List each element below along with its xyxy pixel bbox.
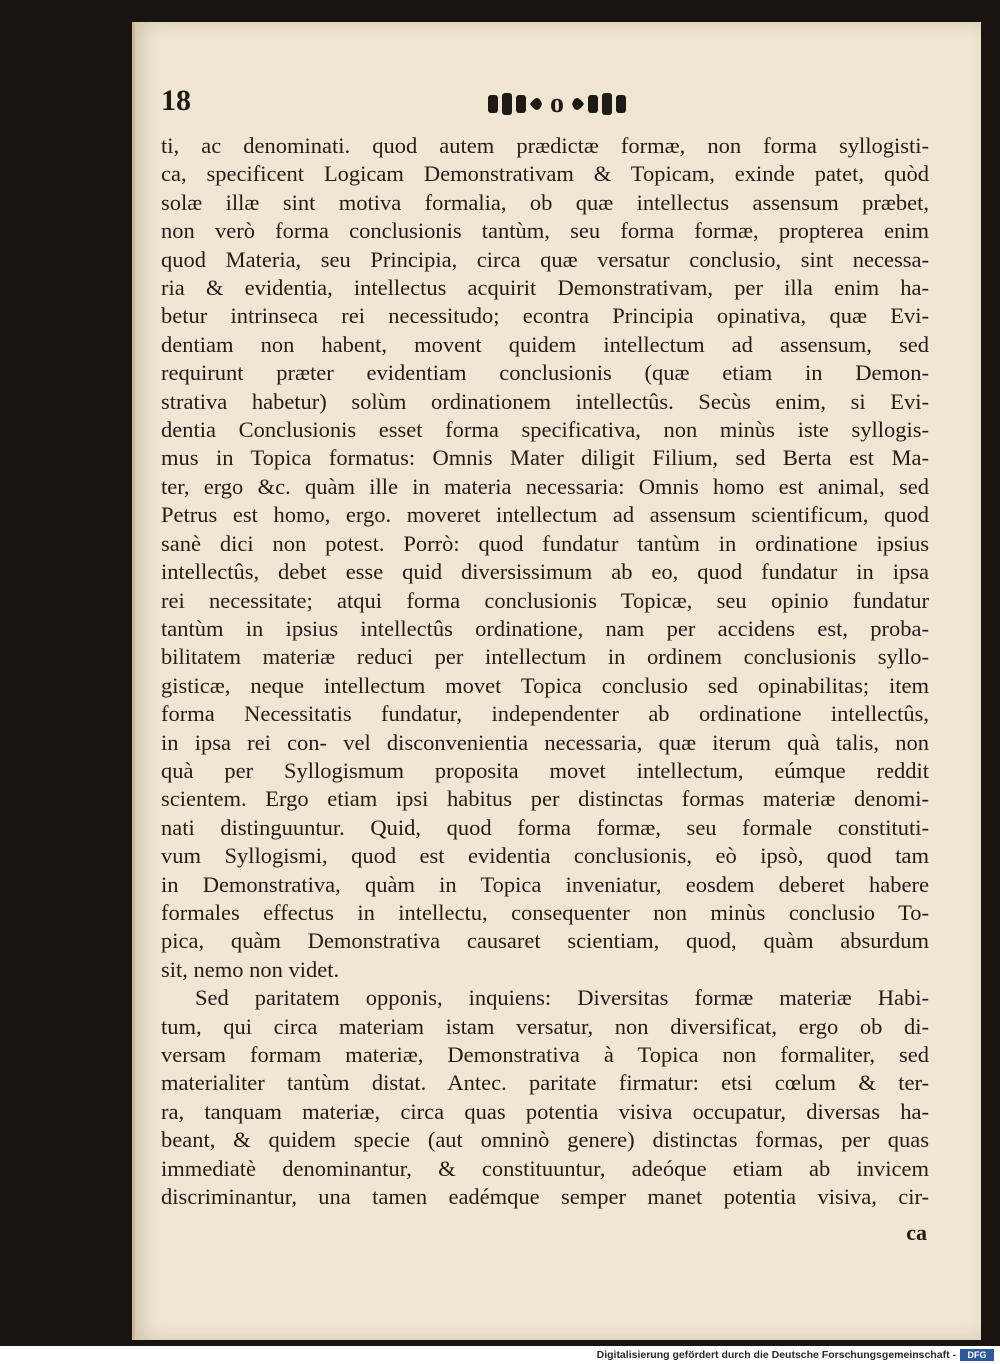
- footer-bar: [0, 1346, 1000, 1364]
- dfg-logo: DFG: [960, 1349, 994, 1361]
- text-line: materialiter tantùm distat. Antec. paritate firmatur: etsi cœlum & ter-: [161, 1070, 929, 1096]
- text-line: forma Necessitatis fundatur, independenter ab ordinatione intellectûs,: [161, 701, 929, 727]
- text-line: immediatè denominantur, & constituuntur, adeóque etiam ab invicem: [161, 1155, 929, 1181]
- header-ornament: [467, 84, 647, 124]
- text-line: bilitatem materiæ reduci per intellectum in ordinem conclusionis syllo-: [161, 644, 929, 670]
- footer-credit: Digitalisierung gefördert durch die Deutsche Forschungsgemeinschaft -: [596, 1349, 956, 1361]
- text-line: beant, & quidem specie (aut omninò genere) distinctas formas, per quas: [161, 1127, 929, 1153]
- text-line: strativa habetur) solùm ordinationem intellectûs. Secùs enim, si Evi-: [161, 388, 929, 414]
- text-line: in ipsa rei con- vel disconvenientia necessaria, quæ iterum quà talis, non: [161, 729, 929, 755]
- text-line: dentiam non habent, movent quidem intellectum ad assensum, sed: [161, 331, 929, 357]
- text-line: pica, quàm Demonstrativa causaret scientiam, quod, quàm absurdum: [161, 928, 929, 954]
- text-line: tum, qui circa materiam istam versatur, non diversificat, ergo ob di-: [161, 1013, 929, 1039]
- text-line: gisticæ, neque intellectum movet Topica conclusio sed opinabilitas; item: [161, 672, 929, 698]
- text-line: sit, nemo non videt.: [161, 956, 340, 982]
- text-line: ter, ergo &c. quàm ille in materia necessaria: Omnis homo est animal, sed: [161, 473, 929, 499]
- text-line: sanè dici non potest. Porrò: quod fundatur tantùm in ordinatione ipsius: [161, 530, 929, 556]
- text-line: solæ illæ sint motiva formalia, ob quæ intellectus assensum præbet,: [161, 189, 929, 215]
- text-line: intellectûs, debet esse quid diversissimum ab eo, quod fundatur in ipsa: [161, 559, 929, 585]
- text-line: mus in Topica formatus: Omnis Mater diligit Filium, sed Berta est Ma-: [161, 445, 929, 471]
- text-line: rei necessitate; atqui forma conclusionis Topicæ, seu opinio fundatur: [161, 587, 929, 613]
- text-line: discriminantur, una tamen eadémque semper manet potentia visiva, cir-: [161, 1184, 929, 1210]
- page-number: 18: [161, 84, 191, 117]
- text-line: betur intrinseca rei necessitudo; econtra Principia opinativa, quæ Evi-: [161, 303, 929, 329]
- ornament-left-icon: [486, 89, 544, 119]
- text-line: scientem. Ergo etiam ipsi habitus per distinctas formas materiæ denomi-: [161, 786, 929, 812]
- text-line: tantùm in ipsius intellectûs ordinatione, nam per accidens est, proba-: [161, 615, 929, 641]
- text-line: ra, tanquam materiæ, circa quas potentia visiva occupatur, diversas ha-: [161, 1098, 929, 1124]
- text-line: ca, specificent Logicam Demonstrativam & Topicam, exinde patet, quòd: [161, 161, 929, 187]
- ornament-center-mark: o: [550, 88, 564, 119]
- text-line: Petrus est homo, ergo. moveret intellectum ad assensum scientificum, quod: [161, 502, 929, 528]
- text-line: Sed paritatem opponis, inquiens: Diversitas formæ materiæ Habi-: [195, 985, 929, 1011]
- text-line: vum Syllogismi, quod est evidentia conclusionis, eò ipsò, quod tam: [161, 843, 929, 869]
- text-line: ti, ac denominati. quod autem prædictæ formæ, non forma syllogisti-: [161, 133, 929, 158]
- text-line: quà per Syllogismum proposita movet intellectum, eúmque reddit: [161, 757, 929, 783]
- text-line: dentia Conclusionis esset forma specificativa, non minùs iste syllogis-: [161, 417, 929, 443]
- text-line: non verò forma conclusionis tantùm, seu forma formæ, propterea enim: [161, 218, 929, 244]
- body-text: [161, 132, 929, 1211]
- text-line: quod Materia, seu Principia, circa quæ versatur conclusio, sint necessa-: [161, 246, 929, 272]
- text-line: requirunt præter evidentiam conclusionis (quæ etiam in Demon-: [161, 360, 929, 386]
- text-line: nati distinguuntur. Quid, quod forma formæ, seu formale constituti-: [161, 814, 929, 840]
- text-line: versam formam materiæ, Demonstrativa à Topica non formaliter, sed: [161, 1042, 929, 1067]
- text-line: ria & evidentia, intellectus acquirit Demonstrativam, per illa enim ha-: [161, 275, 929, 301]
- catchword: ca: [906, 1220, 927, 1245]
- ornament-right-icon: [570, 89, 628, 119]
- text-line: in Demonstrativa, quàm in Topica inveniatur, eosdem deberet habere: [161, 871, 929, 897]
- book-page: [132, 22, 981, 1340]
- text-line: formales effectus in intellectu, consequenter non minùs conclusio To-: [161, 899, 929, 925]
